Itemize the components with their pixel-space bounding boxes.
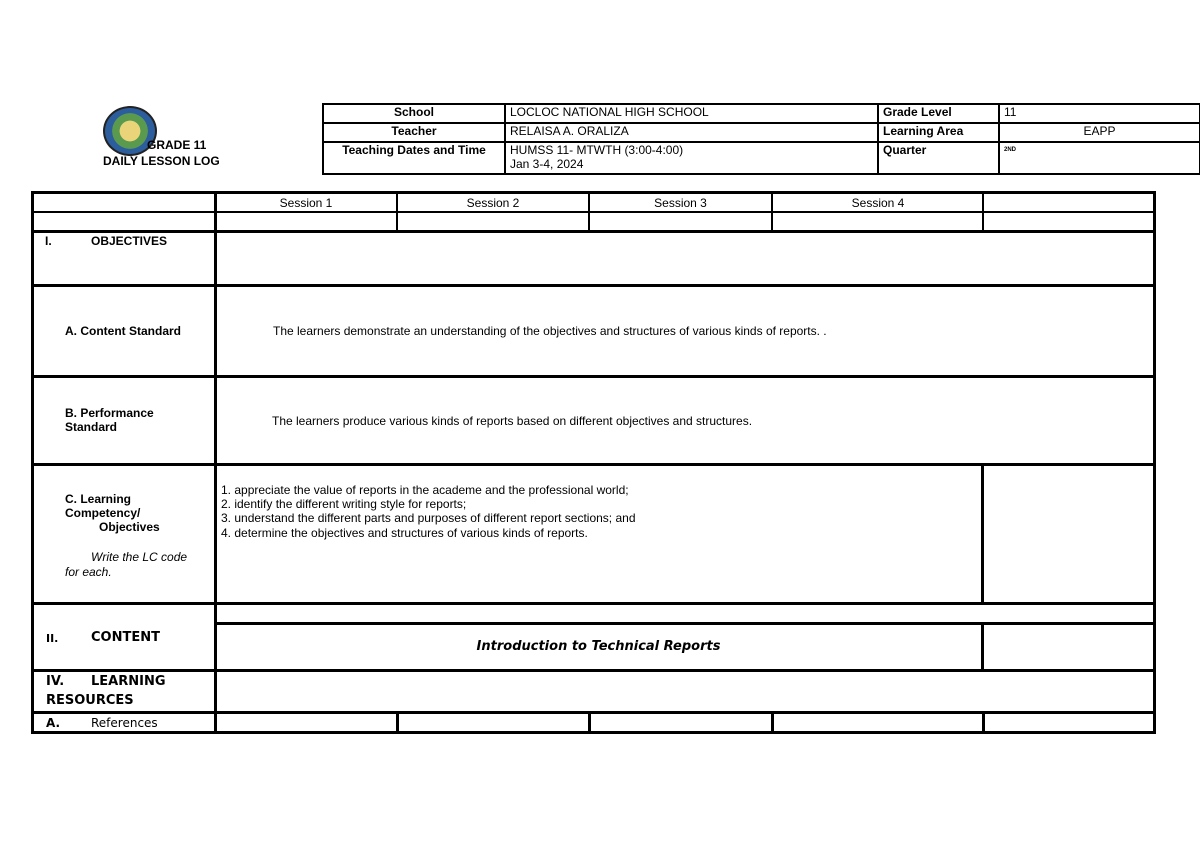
- column-divider: [982, 712, 985, 731]
- log-title: DAILY LESSON LOG: [103, 154, 220, 168]
- learning-resources-num: IV.: [46, 674, 65, 689]
- session-1-header: Session 1: [279, 196, 333, 210]
- learning-area-value: EAPP: [999, 123, 1200, 142]
- learning-resources-label-2: RESOURCES: [46, 693, 134, 708]
- content-standard-label: A. Content Standard: [65, 324, 181, 338]
- quarter-value: [999, 142, 1200, 174]
- session-4-header: Session 4: [851, 196, 905, 210]
- content-topic: Introduction to Technical Reports: [476, 639, 721, 654]
- competency-item-3: 3. understand the different parts and purposes of different report sections; and: [221, 511, 636, 525]
- learning-resources-label-1: LEARNING: [91, 674, 166, 689]
- references-label: References: [91, 716, 158, 730]
- lesson-log-table: [31, 191, 1156, 734]
- row-divider: [34, 463, 1153, 466]
- content-label: CONTENT: [91, 630, 160, 645]
- competency-label-3: Objectives: [99, 520, 160, 534]
- column-divider: [588, 712, 591, 731]
- row-divider: [34, 284, 1153, 287]
- column-divider: [981, 465, 984, 603]
- dates-value-line-1: HUMSS 11- MTWTH (3:00-4:00): [510, 143, 684, 157]
- grade-title: GRADE 11: [147, 138, 207, 152]
- performance-standard-text: The learners produce various kinds of reports based on different objectives and structures.: [272, 414, 753, 428]
- teacher-value: RELAISA A. ORALIZA: [505, 123, 878, 142]
- column-divider: [771, 712, 774, 731]
- school-label: School: [323, 104, 505, 123]
- competency-note-1: Write the LC code: [91, 550, 188, 564]
- grade-level-value: 11: [999, 104, 1200, 123]
- performance-standard-label-1: B. Performance: [65, 406, 154, 420]
- row-divider: [34, 375, 1153, 378]
- header-table: [101, 103, 1200, 175]
- session-3-header: Session 3: [654, 196, 707, 210]
- performance-standard-label-2: Standard: [65, 420, 118, 434]
- competency-item-1: 1. appreciate the value of reports in the academe and the professional world;: [221, 483, 629, 497]
- competency-item-2: 2. identify the different writing style for reports;: [221, 497, 467, 511]
- references-num: A.: [46, 716, 61, 730]
- column-divider: [981, 624, 984, 670]
- row-divider: [34, 669, 1153, 672]
- competency-label-1: C. Learning: [65, 492, 132, 506]
- school-logo-cell: [101, 104, 323, 174]
- dates-value: [505, 142, 878, 174]
- quarter-label: Quarter: [878, 142, 999, 174]
- content-num: II.: [46, 632, 59, 645]
- column-divider: [396, 712, 399, 731]
- row-divider: [34, 230, 1153, 233]
- session-2-header: Session 2: [466, 196, 520, 210]
- learning-area-label: Learning Area: [878, 123, 999, 142]
- row-divider: [34, 711, 1153, 714]
- objectives-label: OBJECTIVES: [91, 234, 168, 248]
- objectives-num: I.: [45, 234, 52, 248]
- grade-level-label: Grade Level: [878, 104, 999, 123]
- row-divider: [34, 211, 1153, 213]
- teacher-label: Teacher: [323, 123, 505, 142]
- dates-value-line-2: Jan 3-4, 2024: [510, 157, 584, 171]
- competency-note-2: for each.: [65, 565, 112, 579]
- competency-label-2: Competency/: [65, 506, 141, 520]
- content-standard-text: The learners demonstrate an understanding of the objectives and structures of various kinds of reports. .: [273, 324, 827, 338]
- row-divider: [214, 622, 1153, 625]
- school-value: LOCLOC NATIONAL HIGH SCHOOL: [505, 104, 878, 123]
- dates-label: Teaching Dates and Time: [323, 142, 505, 174]
- competency-item-4: 4. determine the objectives and structures of various kinds of reports.: [221, 526, 588, 540]
- quarter-value-text: 2ND: [1004, 147, 1017, 153]
- row-divider: [34, 602, 1153, 605]
